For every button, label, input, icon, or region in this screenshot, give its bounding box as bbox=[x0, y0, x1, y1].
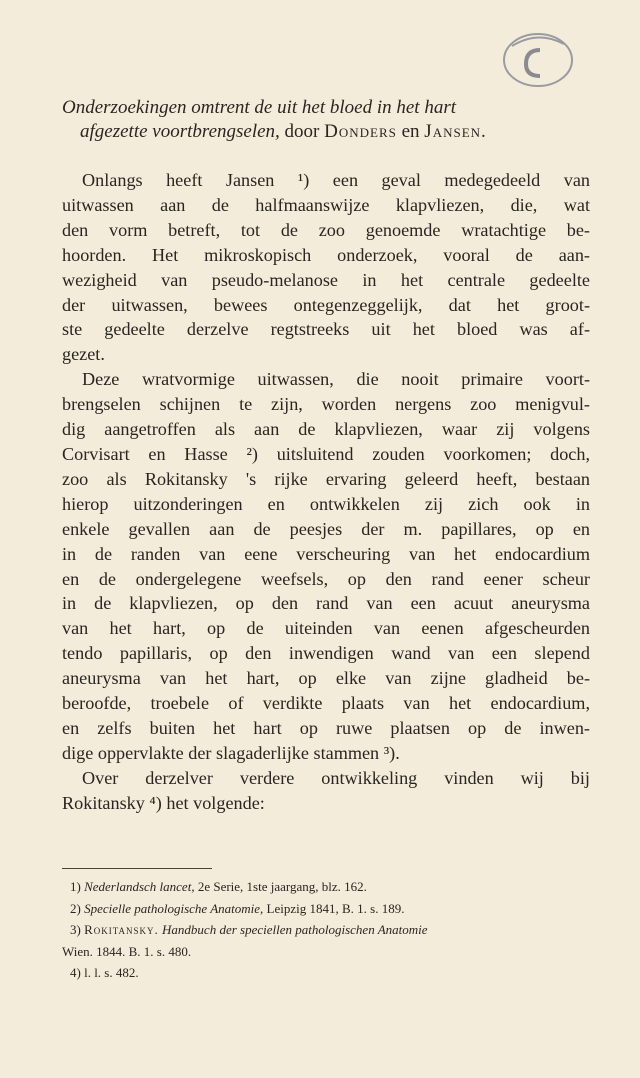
footnote-4: 4) l. l. s. 482. bbox=[70, 965, 139, 981]
footnote-number: 3) bbox=[70, 922, 81, 938]
text-line: den vorm betreft, tot de zoo genoemde wratachtige be- bbox=[62, 219, 590, 240]
text-line: dig aangetroffen als aan de klapvliezen, waar zij volgens bbox=[62, 419, 590, 440]
text-line: gezet. bbox=[62, 344, 105, 365]
footnote-2 bbox=[62, 898, 590, 920]
text-line: zoo als Rokitansky 's rijke ervaring geleerd heeft, bestaan bbox=[62, 468, 590, 489]
text-line: brengselen schijnen te zijn, worden nergens zoo menigvul- bbox=[62, 394, 590, 415]
footnote-3 bbox=[62, 919, 590, 941]
text-line: der uitwassen, bewees ontegenzeggelijk, dat het groot- bbox=[62, 294, 590, 315]
footnote-source: Specielle pathologische Anatomie, bbox=[84, 900, 264, 916]
text-line: enkele gevallen aan de peesjes der m. papillares, op en bbox=[62, 518, 590, 539]
text-line: hoorden. Het mikroskopisch onderzoek, vooral de aan- bbox=[62, 244, 590, 265]
footnote-detail: 2e Serie, 1ste jaargang, blz. 162. bbox=[194, 879, 367, 894]
text-line: hierop uitzonderingen en ontwikkelen zij zich ook in bbox=[62, 493, 590, 514]
text-line: en zelfs buiten het hart op ruwe plaatsen op de inwen- bbox=[62, 717, 590, 738]
title-line-2: afgezette voortbrengselen, bbox=[80, 121, 280, 142]
footnote-detail: Leipzig 1841, B. 1. s. 189. bbox=[263, 900, 405, 916]
text-line: Over derzelver verdere ontwikkeling vinden wij bij bbox=[82, 767, 590, 788]
author-jansen: Jansen. bbox=[424, 121, 487, 142]
footnote-source: Handbuch der speciellen pathologischen Anatomie bbox=[162, 922, 428, 938]
footnote-author: Rokitansky. bbox=[84, 922, 159, 938]
footnote-divider bbox=[62, 868, 212, 869]
library-stamp-icon bbox=[500, 28, 576, 90]
text-line: tendo papillaris, op den inwendigen wand van een slepend bbox=[62, 643, 590, 664]
footnote-number: 2) bbox=[70, 900, 81, 916]
title-line-1: Onderzoekingen omtrent de uit het bloed in het hart bbox=[62, 97, 456, 118]
title-by: door bbox=[279, 121, 325, 142]
text-line: Deze wratvormige uitwassen, die nooit primaire voort- bbox=[82, 369, 590, 390]
text-line: wezigheid van pseudo-melanose in het centrale gedeelte bbox=[62, 269, 590, 290]
title-and: en bbox=[396, 121, 425, 142]
text-line: in de randen van eene verscheuring van het endocardium bbox=[62, 543, 590, 564]
text-line: in de klapvliezen, op den rand van een acuut aneurysma bbox=[62, 593, 590, 614]
body-text bbox=[62, 168, 590, 816]
text-line: Onlangs heeft Jansen ¹) een geval medegedeeld van bbox=[82, 170, 590, 190]
text-line: en de ondergelegene weefsels, op den rand eener scheur bbox=[62, 568, 590, 589]
text-line: ste gedeelte derzelve regtstreeks uit het bloed was af- bbox=[62, 319, 590, 340]
text-line: Rokitansky ⁴) het volgende: bbox=[62, 792, 265, 813]
article-title bbox=[62, 96, 592, 144]
text-line: uitwassen aan de halfmaanswijze klapvliezen, die, wat bbox=[62, 194, 590, 215]
footnote-number: 1) bbox=[70, 879, 81, 894]
text-line: van het hart, op de uiteinden van eenen afgescheurden bbox=[62, 618, 590, 639]
text-line: Corvisart en Hasse ²) uitsluitend zouden voorkomen; doch, bbox=[62, 443, 590, 464]
footnotes bbox=[62, 876, 590, 984]
footnote-3-continued: Wien. 1844. B. 1. s. 480. bbox=[62, 943, 192, 959]
author-donders: Donders bbox=[324, 121, 397, 142]
footnote-source: Nederlandsch lancet, bbox=[84, 879, 195, 894]
footnote-1 bbox=[62, 876, 590, 898]
text-line: dige oppervlakte der slagaderlijke stammen ³). bbox=[62, 742, 400, 763]
text-line: beroofde, troebele of verdikte plaats van het endocardium, bbox=[62, 693, 590, 714]
text-line: aneurysma van het hart, op elke van zijne gladheid be- bbox=[62, 668, 590, 689]
